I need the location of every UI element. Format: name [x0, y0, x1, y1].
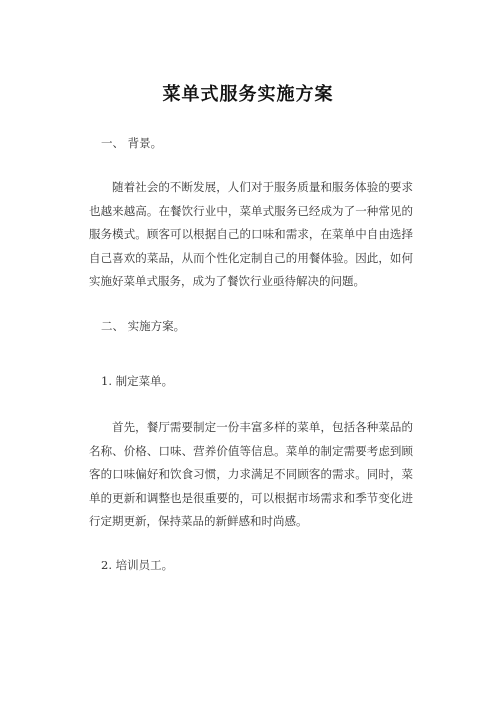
subheading-menu: 1. 制定菜单。 [101, 374, 174, 388]
section-heading-plan: 二、 实施方案。 [101, 319, 186, 333]
subheading-training: 2. 培训员工。 [101, 558, 174, 572]
document-title: 菜单式服务实施方案 [162, 84, 334, 105]
section-heading-background: 一、 背景。 [101, 136, 163, 150]
background-paragraph: 随着社会的不断发展，人们对于服务质量和服务体验的要求也越来越高。在餐饮行业中，菜单式服务已经成为了一种常见的服务模式。顾客可以根据自己的口味和需求，在菜单中自由选择自己喜欢的菜品，从而个性化定制自己的用餐体验。因此，如何实施好菜单式服务，成为了餐饮行业亟待解决的问题。 [89, 180, 413, 289]
menu-paragraph: 首先，餐厅需要制定一份丰富多样的菜单，包括各种菜品的名称、价格、口味、营养价值等信息。菜单的制定需要考虑到顾客的口味偏好和饮食习惯，力求满足不同顾客的需求。同时，菜单的更新和调整也是很重要的，可以根据市场需求和季节变化进行定期更新，保持菜品的新鲜感和时尚感。 [89, 420, 413, 529]
